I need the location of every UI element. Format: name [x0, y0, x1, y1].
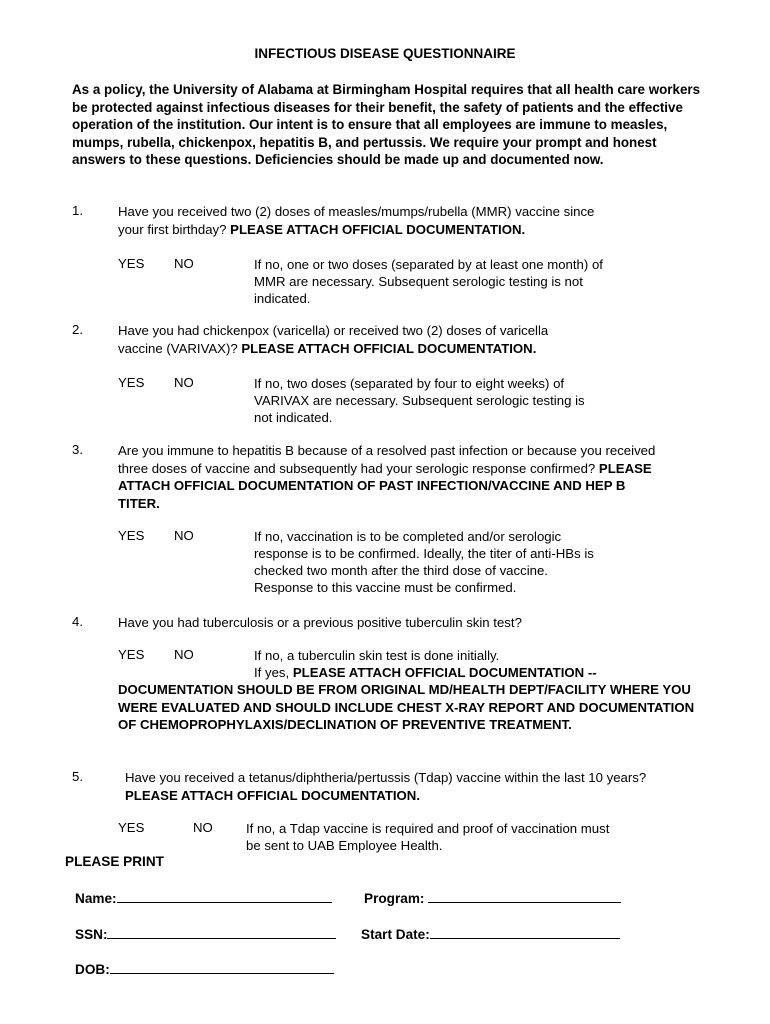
question-2: [118, 322, 593, 357]
question-4-yes[interactable]: YES: [118, 647, 145, 662]
program-label: Program:: [364, 891, 425, 906]
question-4-attach-note: PLEASE ATTACH OFFICIAL DOCUMENTATION --: [292, 665, 597, 680]
start-date-input-line[interactable]: [430, 926, 620, 939]
intro-paragraph: As a policy, the University of Alabama at Birmingham Hospital requires that all health care workers be protected against infectious diseases for their benefit, the safety of patients and the effective operation of the institution. Our intent is to ensure that all employees are immune to measles, mumps, rubella, chickenpox, hepatitis B, and pertussis. We require your prompt and honest answers to these questions. Deficiencies should be made up and documented now.: [72, 82, 701, 167]
question-5-attach-note: PLEASE ATTACH OFFICIAL DOCUMENTATION.: [125, 787, 420, 803]
start-date-field[interactable]: [361, 926, 620, 942]
question-1-yes[interactable]: YES: [118, 256, 145, 271]
question-5-no[interactable]: NO: [193, 820, 213, 835]
question-3-note: If no, vaccination is to be completed and/or serologic response is to be confirmed. Ideally, the titer of anti-HBs is checked two month after the third dose of vaccine. Response to this vaccine must be confirmed.: [254, 529, 594, 595]
question-4-number: 4.: [72, 614, 83, 629]
question-4-documentation-requirements: DOCUMENTATION SHOULD BE FROM ORIGINAL MD/HEALTH DEPT/FACILITY WHERE YOU WERE EVALUATED AND SHOULD INCLUDE CHEST X-RAY REPORT AND DOCUMENTATION OF CHEMOPROPHYLAXIS/DECLINATION OF PREVENTIVE TREATMENT.: [118, 682, 695, 732]
question-5: [125, 769, 670, 804]
question-4-note-line1: If no, a tuberculin skin test is done initially.: [254, 648, 500, 663]
start-date-label: Start Date:: [361, 927, 430, 942]
question-5-number: 5.: [72, 769, 83, 784]
question-2-attach-note: PLEASE ATTACH OFFICIAL DOCUMENTATION.: [241, 340, 537, 356]
question-4-no[interactable]: NO: [174, 647, 194, 662]
name-field[interactable]: [75, 890, 332, 906]
question-4-text: Have you had tuberculosis or a previous positive tuberculin skin test?: [118, 615, 522, 630]
question-2-text: Have you had chickenpox (varicella) or received two (2) doses of varicella vaccine (VARIVAX)?: [118, 323, 549, 356]
name-label: Name:: [75, 891, 117, 906]
dob-input-line[interactable]: [110, 961, 334, 974]
question-2-yes[interactable]: YES: [118, 375, 145, 390]
question-2-number: 2.: [72, 322, 83, 337]
ssn-field[interactable]: [75, 926, 336, 942]
question-1: [118, 203, 618, 238]
name-input-line[interactable]: [117, 890, 332, 903]
dob-label: DOB:: [75, 962, 110, 977]
question-5-text: Have you received a tetanus/diphtheria/pertussis (Tdap) vaccine within the last 10 years?: [125, 770, 647, 785]
question-4-note-prefix: If yes,: [254, 665, 293, 680]
question-3-number: 3.: [72, 442, 83, 457]
ssn-label: SSN:: [75, 927, 108, 942]
question-3-no[interactable]: NO: [174, 528, 194, 543]
question-4-note-line2: [254, 664, 694, 681]
question-3-text: Are you immune to hepatitis B because of a resolved past infection or because you received three doses of vaccine and subsequently had your serologic response confirmed?: [118, 443, 656, 476]
question-5-yes[interactable]: YES: [118, 820, 145, 835]
question-3-yes[interactable]: YES: [118, 528, 145, 543]
question-1-attach-note: PLEASE ATTACH OFFICIAL DOCUMENTATION.: [230, 221, 526, 237]
question-1-text: Have you received two (2) doses of measles/mumps/rubella (MMR) vaccine since your first birthday?: [118, 204, 595, 237]
question-1-note: If no, one or two doses (separated by at least one month) of MMR are necessary. Subsequent serologic testing is not indicated.: [254, 257, 603, 306]
question-4-note: [254, 647, 694, 681]
page-title: INFECTIOUS DISEASE QUESTIONNAIRE: [254, 46, 516, 61]
program-input-line[interactable]: [428, 890, 621, 903]
ssn-input-line[interactable]: [107, 926, 336, 939]
question-2-note: If no, two doses (separated by four to eight weeks) of VARIVAX are necessary. Subsequent serologic testing is not indicated.: [254, 376, 585, 425]
question-3-attach-note: PLEASE ATTACH OFFICIAL DOCUMENTATION OF PAST INFECTION/VACCINE AND HEP B TITER.: [118, 460, 652, 511]
question-2-no[interactable]: NO: [174, 375, 194, 390]
dob-field[interactable]: [75, 961, 334, 977]
question-1-no[interactable]: NO: [174, 256, 194, 271]
question-3: [118, 442, 658, 512]
question-5-note: If no, a Tdap vaccine is required and proof of vaccination must be sent to UAB Employee Health.: [246, 821, 610, 853]
please-print-heading: PLEASE PRINT: [65, 854, 164, 869]
question-1-number: 1.: [72, 203, 83, 218]
program-field[interactable]: [364, 890, 621, 906]
